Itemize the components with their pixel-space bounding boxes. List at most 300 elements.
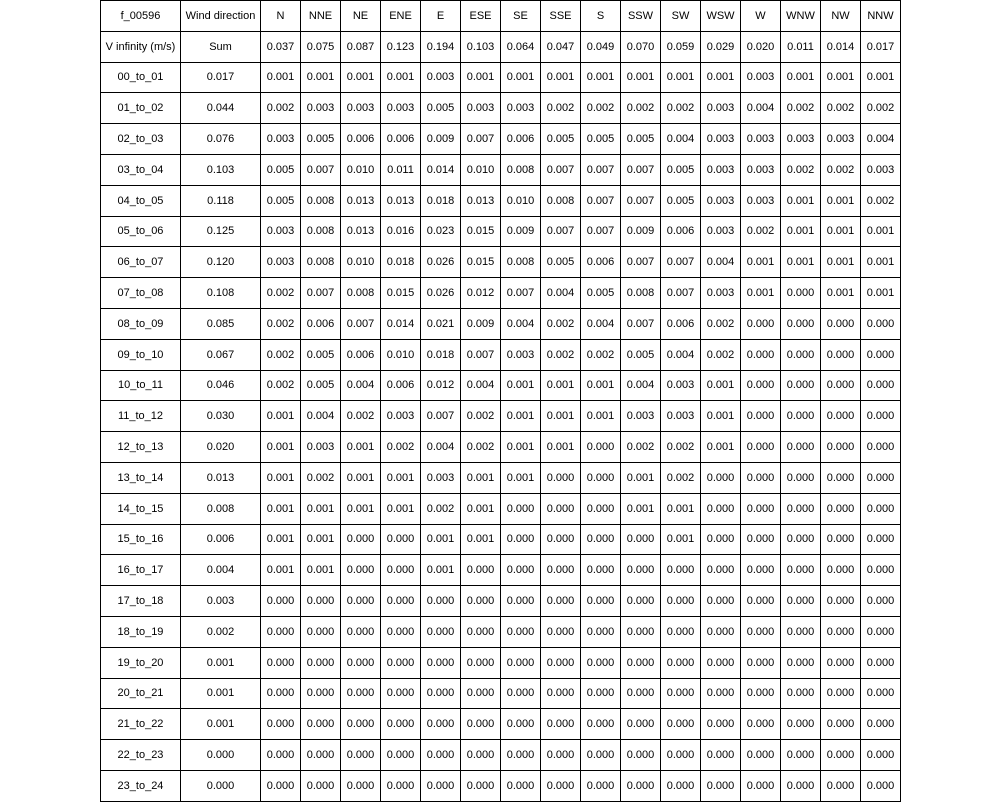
table-cell: 0.013 <box>461 185 501 216</box>
table-cell: 0.000 <box>661 555 701 586</box>
table-cell: 0.000 <box>181 770 261 801</box>
table-cell: 0.007 <box>301 278 341 309</box>
table-cell: 0.000 <box>741 432 781 463</box>
table-cell: 0.003 <box>261 216 301 247</box>
table-cell: 0.011 <box>381 154 421 185</box>
table-cell: 0.000 <box>581 647 621 678</box>
table-cell: 0.001 <box>341 62 381 93</box>
table-cell: 0.008 <box>341 278 381 309</box>
table-cell: 0.006 <box>501 124 541 155</box>
table-cell: 0.000 <box>781 278 821 309</box>
table-cell: 0.000 <box>501 709 541 740</box>
table-cell: 0.002 <box>781 154 821 185</box>
table-cell: 0.000 <box>341 586 381 617</box>
table-cell: 0.000 <box>861 647 901 678</box>
table-cell: 0.108 <box>181 278 261 309</box>
table-cell: 0.017 <box>181 62 261 93</box>
table-cell: 0.000 <box>621 678 661 709</box>
table-cell: 0.000 <box>821 493 861 524</box>
table-cell: 0.007 <box>301 154 341 185</box>
table-cell: 0.001 <box>581 62 621 93</box>
table-cell: 0.000 <box>621 647 661 678</box>
table-cell: 0.000 <box>781 401 821 432</box>
table-cell: 0.002 <box>621 432 661 463</box>
table-cell: 0.009 <box>501 216 541 247</box>
table-row <box>101 740 901 771</box>
table-cell: 0.123 <box>381 31 421 62</box>
table-cell: 0.000 <box>261 647 301 678</box>
table-cell: 0.000 <box>781 493 821 524</box>
table-cell: 0.001 <box>501 462 541 493</box>
table-cell: 0.000 <box>421 709 461 740</box>
table-cell: 0.120 <box>181 247 261 278</box>
table-cell: 0.009 <box>461 308 501 339</box>
table-cell: 0.000 <box>821 370 861 401</box>
table-cell: 0.001 <box>821 216 861 247</box>
table-cell: 0.000 <box>181 740 261 771</box>
table-cell: 0.003 <box>261 247 301 278</box>
table-cell: 0.000 <box>501 770 541 801</box>
table-cell: 0.000 <box>421 770 461 801</box>
row-label-cell: 19_to_20 <box>101 647 181 678</box>
table-cell: 0.007 <box>461 339 501 370</box>
table-cell: 0.000 <box>541 524 581 555</box>
table-cell: 0.008 <box>501 247 541 278</box>
table-cell: 0.000 <box>861 616 901 647</box>
table-cell: 0.007 <box>661 247 701 278</box>
table-cell: 0.000 <box>701 709 741 740</box>
table-cell: 0.000 <box>341 524 381 555</box>
table-cell: 0.000 <box>741 401 781 432</box>
table-cell: 0.001 <box>541 370 581 401</box>
table-cell: 0.008 <box>501 154 541 185</box>
table-cell: 0.001 <box>381 62 421 93</box>
header-cell: NW <box>821 1 861 32</box>
table-cell: 0.003 <box>501 93 541 124</box>
table-cell: 0.006 <box>301 308 341 339</box>
table-cell: 0.002 <box>701 308 741 339</box>
row-label-cell: 22_to_23 <box>101 740 181 771</box>
table-cell: 0.001 <box>501 432 541 463</box>
table-row <box>101 62 901 93</box>
table-cell: 0.000 <box>821 616 861 647</box>
table-cell: 0.001 <box>261 432 301 463</box>
table-cell: 0.001 <box>181 678 261 709</box>
table-cell: 0.001 <box>701 62 741 93</box>
row-label-cell: 18_to_19 <box>101 616 181 647</box>
table-cell: 0.070 <box>621 31 661 62</box>
table-cell: 0.000 <box>541 678 581 709</box>
table-cell: 0.000 <box>781 740 821 771</box>
table-cell: 0.000 <box>541 586 581 617</box>
table-cell: 0.000 <box>661 616 701 647</box>
table-cell: 0.049 <box>581 31 621 62</box>
table-cell: 0.000 <box>821 401 861 432</box>
table-cell: 0.000 <box>581 740 621 771</box>
table-cell: 0.000 <box>741 647 781 678</box>
table-cell: 0.000 <box>861 370 901 401</box>
table-cell: 0.000 <box>461 647 501 678</box>
table-cell: 0.004 <box>741 93 781 124</box>
table-cell: 0.007 <box>621 247 661 278</box>
table-cell: 0.003 <box>261 124 301 155</box>
table-cell: 0.006 <box>661 308 701 339</box>
table-row <box>101 462 901 493</box>
table-cell: 0.008 <box>301 185 341 216</box>
table-cell: 0.000 <box>461 770 501 801</box>
table-cell: 0.001 <box>781 216 821 247</box>
table-cell: 0.000 <box>261 678 301 709</box>
table-cell: 0.002 <box>381 432 421 463</box>
table-cell: 0.075 <box>301 31 341 62</box>
table-cell: 0.003 <box>701 185 741 216</box>
table-cell: 0.001 <box>261 62 301 93</box>
table-cell: 0.002 <box>341 401 381 432</box>
table-cell: 0.008 <box>181 493 261 524</box>
table-cell: 0.001 <box>781 247 821 278</box>
table-cell: 0.000 <box>741 770 781 801</box>
table-cell: 0.002 <box>261 339 301 370</box>
table-cell: 0.001 <box>701 370 741 401</box>
table-cell: 0.004 <box>861 124 901 155</box>
table-cell: 0.010 <box>461 154 501 185</box>
table-cell: 0.007 <box>541 154 581 185</box>
table-row <box>101 555 901 586</box>
table-cell: 0.000 <box>501 524 541 555</box>
table-row <box>101 678 901 709</box>
header-cell: Wind direction <box>181 1 261 32</box>
table-cell: 0.001 <box>421 524 461 555</box>
table-cell: 0.000 <box>341 555 381 586</box>
table-cell: 0.000 <box>461 555 501 586</box>
table-cell: 0.000 <box>581 432 621 463</box>
table-cell: 0.002 <box>301 462 341 493</box>
table-cell: 0.000 <box>621 524 661 555</box>
table-cell: 0.004 <box>181 555 261 586</box>
table-cell: 0.003 <box>741 154 781 185</box>
table-cell: 0.007 <box>621 154 661 185</box>
table-cell: 0.003 <box>661 401 701 432</box>
row-label-cell: 06_to_07 <box>101 247 181 278</box>
table-cell: 0.001 <box>261 462 301 493</box>
table-cell: 0.020 <box>741 31 781 62</box>
table-cell: 0.001 <box>461 493 501 524</box>
table-cell: 0.004 <box>501 308 541 339</box>
table-cell: 0.000 <box>261 586 301 617</box>
table-cell: 0.125 <box>181 216 261 247</box>
table-cell: 0.006 <box>661 216 701 247</box>
table-cell: 0.004 <box>701 247 741 278</box>
table-cell: 0.000 <box>781 524 821 555</box>
table-cell: 0.003 <box>661 370 701 401</box>
table-cell: 0.000 <box>501 555 541 586</box>
table-cell: 0.000 <box>621 616 661 647</box>
table-cell: 0.001 <box>781 185 821 216</box>
header-cell: NE <box>341 1 381 32</box>
table-cell: 0.003 <box>701 93 741 124</box>
table-cell: 0.000 <box>781 308 821 339</box>
table-cell: 0.002 <box>821 154 861 185</box>
table-cell: 0.000 <box>861 709 901 740</box>
row-label-cell: 00_to_01 <box>101 62 181 93</box>
table-cell: 0.007 <box>581 154 621 185</box>
table-cell: 0.085 <box>181 308 261 339</box>
table-cell: 0.000 <box>421 678 461 709</box>
table-cell: 0.000 <box>301 616 341 647</box>
table-cell: 0.000 <box>701 586 741 617</box>
table-cell: 0.002 <box>741 216 781 247</box>
header-cell: S <box>581 1 621 32</box>
table-row <box>101 278 901 309</box>
table-cell: 0.000 <box>261 770 301 801</box>
header-cell: ESE <box>461 1 501 32</box>
table-cell: 0.001 <box>501 62 541 93</box>
table-cell: 0.000 <box>781 432 821 463</box>
table-cell: 0.010 <box>501 185 541 216</box>
table-cell: 0.003 <box>701 154 741 185</box>
table-cell: 0.005 <box>581 124 621 155</box>
table-cell: 0.001 <box>461 524 501 555</box>
table-cell: 0.000 <box>581 493 621 524</box>
table-row <box>101 647 901 678</box>
table-cell: 0.001 <box>421 555 461 586</box>
table-cell: 0.003 <box>701 278 741 309</box>
table-cell: 0.005 <box>261 185 301 216</box>
table-row <box>101 247 901 278</box>
table-cell: 0.000 <box>581 770 621 801</box>
table-cell: 0.002 <box>261 278 301 309</box>
table-cell: 0.009 <box>621 216 661 247</box>
table-row <box>101 709 901 740</box>
table-cell: 0.003 <box>461 93 501 124</box>
table-cell: 0.000 <box>421 586 461 617</box>
table-cell: 0.002 <box>781 93 821 124</box>
row-label-cell: 03_to_04 <box>101 154 181 185</box>
table-cell: 0.000 <box>821 555 861 586</box>
table-cell: 0.000 <box>701 678 741 709</box>
table-cell: 0.004 <box>421 432 461 463</box>
table-cell: 0.006 <box>341 124 381 155</box>
table-cell: 0.000 <box>741 339 781 370</box>
table-cell: 0.013 <box>181 462 261 493</box>
table-cell: 0.001 <box>701 401 741 432</box>
table-cell: 0.001 <box>821 247 861 278</box>
table-cell: 0.002 <box>181 616 261 647</box>
table-cell: 0.000 <box>501 678 541 709</box>
header-cell: SW <box>661 1 701 32</box>
row-label-cell: 13_to_14 <box>101 462 181 493</box>
table-cell: 0.004 <box>301 401 341 432</box>
table-cell: 0.005 <box>301 339 341 370</box>
table-cell: 0.000 <box>661 647 701 678</box>
table-cell: 0.001 <box>781 62 821 93</box>
table-cell: 0.003 <box>701 124 741 155</box>
table-cell: 0.026 <box>421 247 461 278</box>
table-cell: 0.015 <box>461 247 501 278</box>
table-cell: 0.005 <box>301 370 341 401</box>
table-row <box>101 370 901 401</box>
table-cell: 0.000 <box>741 462 781 493</box>
table-cell: 0.006 <box>341 339 381 370</box>
table-cell: 0.002 <box>861 185 901 216</box>
table-cell: 0.001 <box>461 462 501 493</box>
table-cell: 0.000 <box>581 555 621 586</box>
table-cell: 0.001 <box>661 62 701 93</box>
table-cell: 0.002 <box>861 93 901 124</box>
table-cell: 0.007 <box>581 185 621 216</box>
table-cell: 0.006 <box>381 124 421 155</box>
table-cell: 0.001 <box>501 370 541 401</box>
table-cell: 0.000 <box>781 370 821 401</box>
table-cell: 0.004 <box>541 278 581 309</box>
table-cell: 0.000 <box>821 339 861 370</box>
row-label-cell: 09_to_10 <box>101 339 181 370</box>
table-cell: 0.000 <box>781 647 821 678</box>
table-cell: 0.000 <box>381 770 421 801</box>
header-row <box>101 1 901 32</box>
header-cell: NNW <box>861 1 901 32</box>
table-cell: 0.000 <box>421 616 461 647</box>
table-cell: 0.005 <box>661 185 701 216</box>
table-cell: 0.000 <box>541 770 581 801</box>
table-cell: 0.047 <box>541 31 581 62</box>
table-cell: 0.001 <box>861 278 901 309</box>
table-cell: 0.000 <box>301 740 341 771</box>
table-cell: 0.000 <box>741 493 781 524</box>
table-cell: 0.003 <box>381 93 421 124</box>
table-cell: 0.000 <box>301 709 341 740</box>
table-cell: 0.003 <box>181 586 261 617</box>
table-cell: 0.000 <box>261 709 301 740</box>
table-cell: 0.000 <box>861 401 901 432</box>
table-cell: 0.007 <box>621 185 661 216</box>
table-cell: 0.000 <box>461 616 501 647</box>
row-label-cell: 11_to_12 <box>101 401 181 432</box>
table-cell: 0.000 <box>861 462 901 493</box>
table-cell: 0.000 <box>861 555 901 586</box>
table-cell: 0.002 <box>581 339 621 370</box>
table-cell: 0.000 <box>861 770 901 801</box>
table-cell: 0.001 <box>581 401 621 432</box>
table-cell: 0.000 <box>661 740 701 771</box>
table-cell: 0.008 <box>621 278 661 309</box>
table-cell: 0.029 <box>701 31 741 62</box>
table-cell: 0.000 <box>701 493 741 524</box>
table-row <box>101 432 901 463</box>
row-label-cell: 15_to_16 <box>101 524 181 555</box>
table-cell: 0.000 <box>701 462 741 493</box>
table-cell: 0.005 <box>541 124 581 155</box>
table-cell: 0.000 <box>541 616 581 647</box>
table-cell: 0.000 <box>821 308 861 339</box>
row-label-cell: 23_to_24 <box>101 770 181 801</box>
header-cell: SE <box>501 1 541 32</box>
header-cell: E <box>421 1 461 32</box>
row-label-cell: 20_to_21 <box>101 678 181 709</box>
header-cell: f_00596 <box>101 1 181 32</box>
table-cell: 0.000 <box>341 647 381 678</box>
table-cell: 0.000 <box>701 524 741 555</box>
table-cell: 0.001 <box>261 493 301 524</box>
table-cell: 0.000 <box>461 678 501 709</box>
table-cell: 0.003 <box>861 154 901 185</box>
table-cell: 0.002 <box>541 339 581 370</box>
table-cell: 0.002 <box>541 93 581 124</box>
table-cell: 0.003 <box>501 339 541 370</box>
table-cell: 0.001 <box>301 524 341 555</box>
table-cell: 0.005 <box>301 124 341 155</box>
table-cell: 0.000 <box>541 709 581 740</box>
table-cell: 0.000 <box>301 770 341 801</box>
table-cell: 0.000 <box>341 616 381 647</box>
table-cell: 0.010 <box>381 339 421 370</box>
table-cell: 0.001 <box>181 709 261 740</box>
table-cell: 0.000 <box>741 370 781 401</box>
table-cell: 0.000 <box>541 647 581 678</box>
table-cell: 0.103 <box>461 31 501 62</box>
table-cell: 0.000 <box>381 740 421 771</box>
table-cell: 0.000 <box>341 770 381 801</box>
row-label-cell: 02_to_03 <box>101 124 181 155</box>
table-cell: 0.015 <box>461 216 501 247</box>
table-cell: 0.010 <box>341 154 381 185</box>
table-cell: 0.003 <box>421 62 461 93</box>
table-cell: 0.000 <box>861 740 901 771</box>
table-cell: 0.000 <box>461 586 501 617</box>
table-cell: 0.001 <box>821 185 861 216</box>
table-cell: 0.011 <box>781 31 821 62</box>
row-label-cell: V infinity (m/s) <box>101 31 181 62</box>
table-cell: 0.001 <box>701 432 741 463</box>
table-row <box>101 401 901 432</box>
table-cell: 0.003 <box>821 124 861 155</box>
table-cell: 0.002 <box>461 401 501 432</box>
table-cell: 0.059 <box>661 31 701 62</box>
table-cell: 0.000 <box>581 678 621 709</box>
table-cell: 0.016 <box>381 216 421 247</box>
table-cell: 0.003 <box>301 93 341 124</box>
table-cell: 0.000 <box>821 524 861 555</box>
table-cell: 0.001 <box>341 493 381 524</box>
table-cell: 0.001 <box>261 401 301 432</box>
table-cell: 0.000 <box>781 678 821 709</box>
table-cell: 0.000 <box>861 586 901 617</box>
table-cell: 0.002 <box>821 93 861 124</box>
table-cell: 0.000 <box>381 678 421 709</box>
table-cell: 0.002 <box>421 493 461 524</box>
table-cell: 0.013 <box>341 216 381 247</box>
table-cell: 0.001 <box>741 278 781 309</box>
table-cell: 0.103 <box>181 154 261 185</box>
table-cell: 0.000 <box>741 740 781 771</box>
table-cell: 0.076 <box>181 124 261 155</box>
table-cell: 0.007 <box>581 216 621 247</box>
table-cell: 0.006 <box>581 247 621 278</box>
table-cell: 0.000 <box>781 555 821 586</box>
table-cell: 0.013 <box>341 185 381 216</box>
table-row <box>101 216 901 247</box>
table-cell: 0.067 <box>181 339 261 370</box>
table-cell: 0.000 <box>621 770 661 801</box>
table-cell: 0.013 <box>381 185 421 216</box>
table-cell: 0.001 <box>341 432 381 463</box>
table-cell: 0.000 <box>741 709 781 740</box>
table-cell: 0.001 <box>541 62 581 93</box>
header-cell: N <box>261 1 301 32</box>
table-cell: 0.007 <box>621 308 661 339</box>
table-cell: 0.003 <box>701 216 741 247</box>
table-cell: 0.014 <box>821 31 861 62</box>
